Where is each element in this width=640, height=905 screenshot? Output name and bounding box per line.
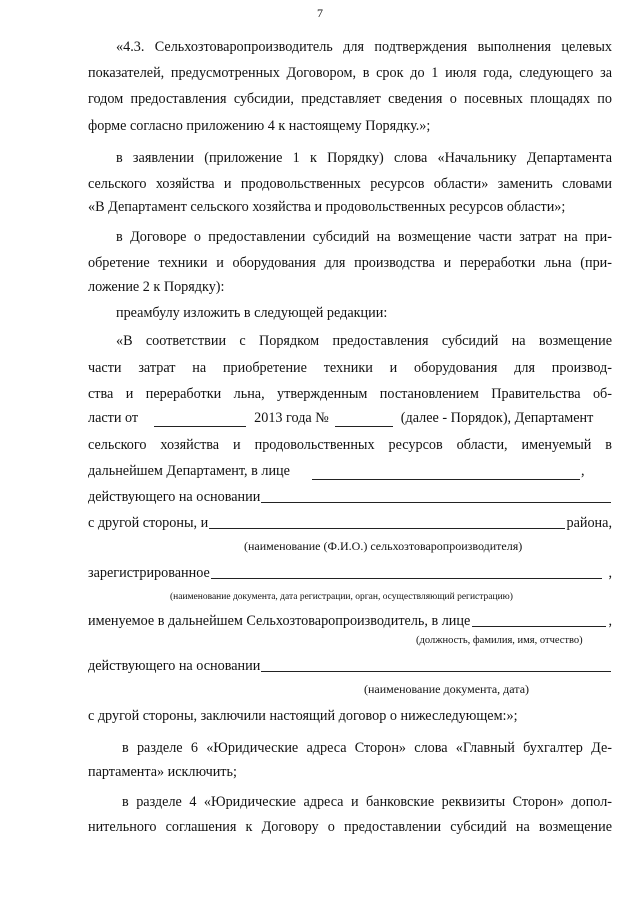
preamble-date-line — [88, 409, 612, 427]
text-line: ложение 2 к Порядку): — [88, 279, 225, 295]
page-number: 7 — [317, 6, 323, 20]
text-fragment: ласти от — [88, 410, 139, 426]
text-line: в заявлении (приложение 1 к Порядку) слова «Начальнику Департамента — [116, 150, 612, 166]
text-fragment: , — [608, 613, 612, 629]
text-fragment: 2013 года № — [254, 410, 329, 426]
text-fragment: зарегистрированное — [88, 565, 210, 581]
text-fragment: именуемое в дальнейшем Сельхозтоваропроизводитель, в лице — [88, 613, 471, 629]
person-blank — [472, 612, 606, 627]
text-fragment: , — [580, 463, 585, 479]
text-fragment: действующего на основании — [88, 658, 261, 674]
other-party-line — [88, 514, 612, 532]
text-line: годом предоставления субсидии, представляет сведения о посевных площадях по — [88, 91, 612, 107]
text-line: «4.3. Сельхозтоваропроизводитель для подтверждения выполнения целевых — [116, 39, 612, 55]
text-line: преамбулу изложить в следующей редакции: — [116, 305, 388, 321]
named-line — [88, 612, 612, 630]
text-fragment: с другой стороны, и — [88, 515, 209, 531]
text-line: обретение техники и оборудования для производства и переработки льна (при- — [88, 255, 612, 271]
text-line: сельского хозяйства и продовольственных ресурсов области» заменить словами — [88, 176, 612, 192]
caption: (наименование документа, дата регистрации, орган, осуществляющий регистрацию) — [170, 592, 513, 602]
text-line: части затрат на приобретение техники и оборудования для производ- — [88, 360, 612, 376]
representative-line — [88, 462, 612, 480]
caption: (должность, фамилия, имя, отчество) — [416, 635, 583, 646]
text-fragment: (далее - Порядок), Департамент — [400, 410, 594, 426]
text-line: «В соответствии с Порядком предоставления субсидий на возмещение — [116, 333, 612, 349]
basis-blank-2 — [261, 657, 611, 672]
text-fragment: района, — [566, 515, 612, 531]
producer-blank — [209, 514, 565, 529]
text-fragment: дальнейшем Департамент, в лице — [88, 463, 290, 479]
text-line: в Договоре о предоставлении субсидий на возмещение части затрат на при- — [116, 229, 612, 245]
text-line: с другой стороны, заключили настоящий договор о нижеследующем:»; — [88, 708, 518, 724]
representative-blank — [312, 465, 580, 480]
text-line: партамента» исключить; — [88, 764, 237, 780]
registration-blank — [211, 564, 603, 579]
caption: (наименование (Ф.И.О.) сельхозтоваропроизводителя) — [244, 539, 523, 553]
date-blank — [154, 412, 246, 427]
text-line: показателей, предусмотренных Договором, в срок до 1 июля года, следующего за — [88, 65, 612, 81]
text-line: сельского хозяйства и продовольственных ресурсов области, именуемый в — [88, 437, 612, 453]
text-line: нительного соглашения к Договору о предоставлении субсидий на возмещение — [88, 819, 612, 835]
text-line: в разделе 4 «Юридические адреса и банковские реквизиты Сторон» допол- — [122, 794, 612, 810]
text-line: ства и переработки льна, утвержденным постановлением Правительства об- — [88, 386, 612, 402]
caption: (наименование документа, дата) — [364, 682, 530, 696]
text-fragment: , — [608, 565, 612, 581]
registered-line — [88, 564, 612, 582]
text-line: в разделе 6 «Юридические адреса Сторон» слова «Главный бухгалтер Де- — [122, 740, 612, 756]
text-line: форме согласно приложению 4 к настоящему Порядку.»; — [88, 118, 431, 134]
acting-basis-line-2 — [88, 657, 612, 675]
basis-blank — [261, 488, 611, 503]
acting-basis-line — [88, 488, 612, 506]
text-fragment: действующего на основании — [88, 489, 261, 505]
number-blank — [335, 412, 393, 427]
text-line: «В Департамент сельского хозяйства и продовольственных ресурсов области»; — [88, 199, 566, 215]
